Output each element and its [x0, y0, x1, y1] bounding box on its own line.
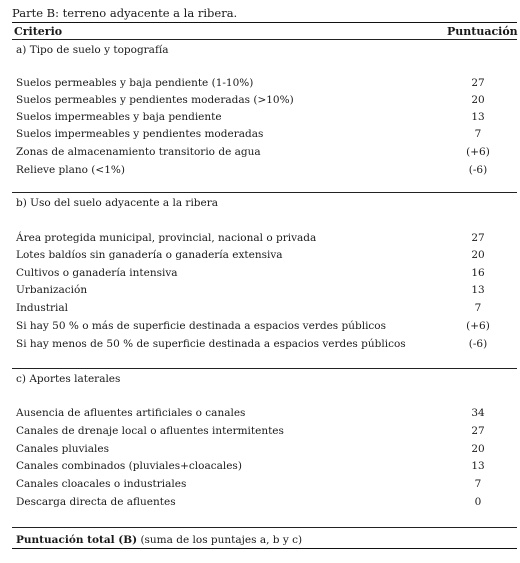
row-label: Zonas de almacenamiento transitorio de agua — [16, 146, 261, 158]
table-row — [0, 425, 520, 442]
row-label: Suelos impermeables y baja pendiente — [16, 111, 222, 123]
row-value: (-6) — [468, 338, 488, 350]
row-value: 27 — [471, 77, 485, 89]
row-value: (-6) — [468, 164, 488, 176]
row-label: Lotes baldíos sin ganadería o ganadería extensiva — [16, 249, 283, 261]
total-note: (suma de los puntajes a, b y c) — [140, 534, 303, 546]
row-value: 13 — [471, 460, 485, 472]
total-row — [16, 534, 302, 546]
section-divider — [12, 192, 517, 193]
table-row — [0, 496, 520, 513]
row-label: Ausencia de afluentes artificiales o canales — [16, 407, 246, 419]
row-value: 27 — [471, 425, 485, 437]
row-label: Cultivos o ganadería intensiva — [16, 267, 178, 279]
row-label: Canales de drenaje local o afluentes intermitentes — [16, 425, 284, 437]
table-row — [0, 338, 520, 355]
table-row — [0, 478, 520, 495]
section-b-title: b) Uso del suelo adyacente a la ribera — [16, 197, 219, 209]
top-rule — [12, 22, 517, 23]
table-row — [0, 302, 520, 319]
row-value: 34 — [471, 407, 485, 419]
row-value: 20 — [471, 94, 485, 106]
row-value: 13 — [471, 284, 485, 296]
row-label: Canales cloacales o industriales — [16, 478, 187, 490]
row-value: (+6) — [466, 146, 490, 158]
row-value: 0 — [474, 496, 482, 508]
table-row — [0, 284, 520, 301]
row-label: Canales combinados (pluviales+cloacales) — [16, 460, 242, 472]
row-label: Suelos permeables y pendientes moderadas (>10%) — [16, 94, 294, 106]
section-divider — [12, 368, 517, 369]
table-caption: Parte B: terreno adyacente a la ribera. — [12, 6, 238, 20]
row-label: Suelos impermeables y pendientes moderadas — [16, 128, 264, 140]
column-header-score: Puntuación — [447, 25, 518, 38]
table-row — [0, 77, 520, 94]
row-value: 7 — [474, 302, 482, 314]
total-label: Puntuación total (B) — [16, 534, 138, 546]
table-row — [0, 146, 520, 163]
row-value: 7 — [474, 128, 482, 140]
table-row — [0, 128, 520, 145]
section-c-title: c) Aportes laterales — [16, 373, 121, 385]
table-row — [0, 164, 520, 181]
section-a-title: a) Tipo de suelo y topografía — [16, 44, 169, 56]
row-label: Si hay 50 % o más de superficie destinada a espacios verdes públicos — [16, 320, 387, 332]
row-value: 16 — [471, 267, 485, 279]
row-label: Descarga directa de afluentes — [16, 496, 176, 508]
row-value: 20 — [471, 249, 485, 261]
row-value: (+6) — [466, 320, 490, 332]
row-label: Industrial — [16, 302, 68, 314]
row-label: Suelos permeables y baja pendiente (1-10%) — [16, 77, 254, 89]
header-rule — [12, 39, 517, 40]
column-header-criterion: Criterio — [14, 25, 63, 38]
row-label: Urbanización — [16, 284, 88, 296]
table-row — [0, 460, 520, 477]
row-value: 20 — [471, 443, 485, 455]
table-row — [0, 267, 520, 284]
row-label: Si hay menos de 50 % de superficie destinada a espacios verdes públicos — [16, 338, 406, 350]
row-value: 7 — [474, 478, 482, 490]
table-row — [0, 249, 520, 266]
table-row — [0, 232, 520, 249]
bottom-rule — [12, 548, 517, 549]
table-row — [0, 407, 520, 424]
table-row — [0, 94, 520, 111]
row-label: Canales pluviales — [16, 443, 109, 455]
row-value: 13 — [471, 111, 485, 123]
row-value: 27 — [471, 232, 485, 244]
table-row — [0, 443, 520, 460]
table-row — [0, 111, 520, 128]
section-divider — [12, 527, 517, 528]
row-label: Área protegida municipal, provincial, nacional o privada — [16, 232, 317, 244]
row-label: Relieve plano (<1%) — [16, 164, 125, 176]
table-row — [0, 320, 520, 337]
